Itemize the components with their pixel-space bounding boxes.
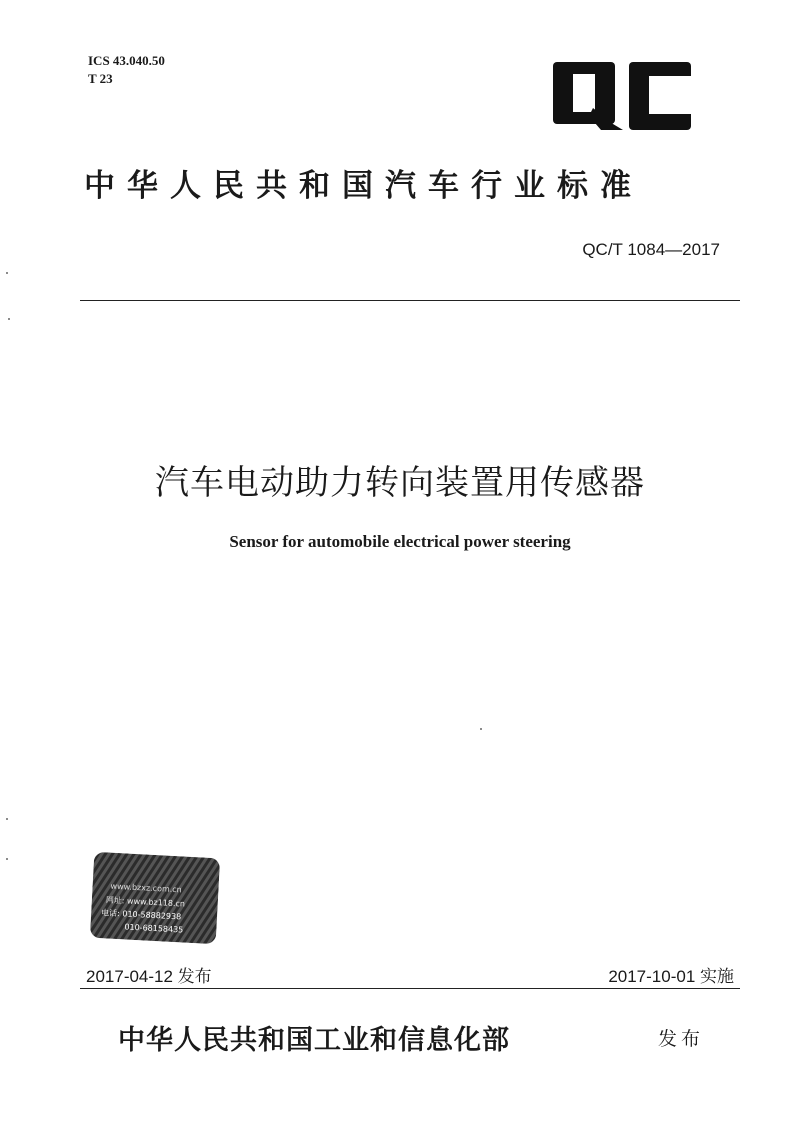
bottom-divider [80,988,740,989]
distributor-stamp [90,852,220,944]
ics-code: ICS 43.040.50 [88,53,165,68]
qc-logo [553,62,693,130]
standard-number: QC/T 1084—2017 [582,240,720,259]
stamp-line-2: 网址: www.bz118.cn [105,895,186,909]
scan-speck [8,318,10,320]
publish-date: 2017-04-12 发布 [86,967,212,986]
stamp-line-3: 电话: 010-58882938 [100,908,182,922]
issuing-authority: 中华人民共和国工业和信息化部 [118,1025,510,1056]
scan-speck [6,858,8,860]
scan-speck [480,728,482,730]
implementation-date: 2017-10-01 实施 [608,967,734,986]
scan-speck [6,818,8,820]
standard-category-title: 中华人民共和国汽车行业标准 [84,168,643,204]
stamp-line-4: 010-68158435 [124,922,184,935]
document-title-english: Sensor for automobile electrical power steering [229,532,571,551]
top-divider [80,300,740,301]
class-code: T 23 [88,71,113,86]
issuing-suffix: 发布 [658,1028,705,1050]
scan-speck [6,272,8,274]
classification-codes [88,52,165,88]
document-title-chinese: 汽车电动助力转向装置用传感器 [155,463,645,503]
stamp-line-1: www.bzxz.com.cn [110,881,182,895]
